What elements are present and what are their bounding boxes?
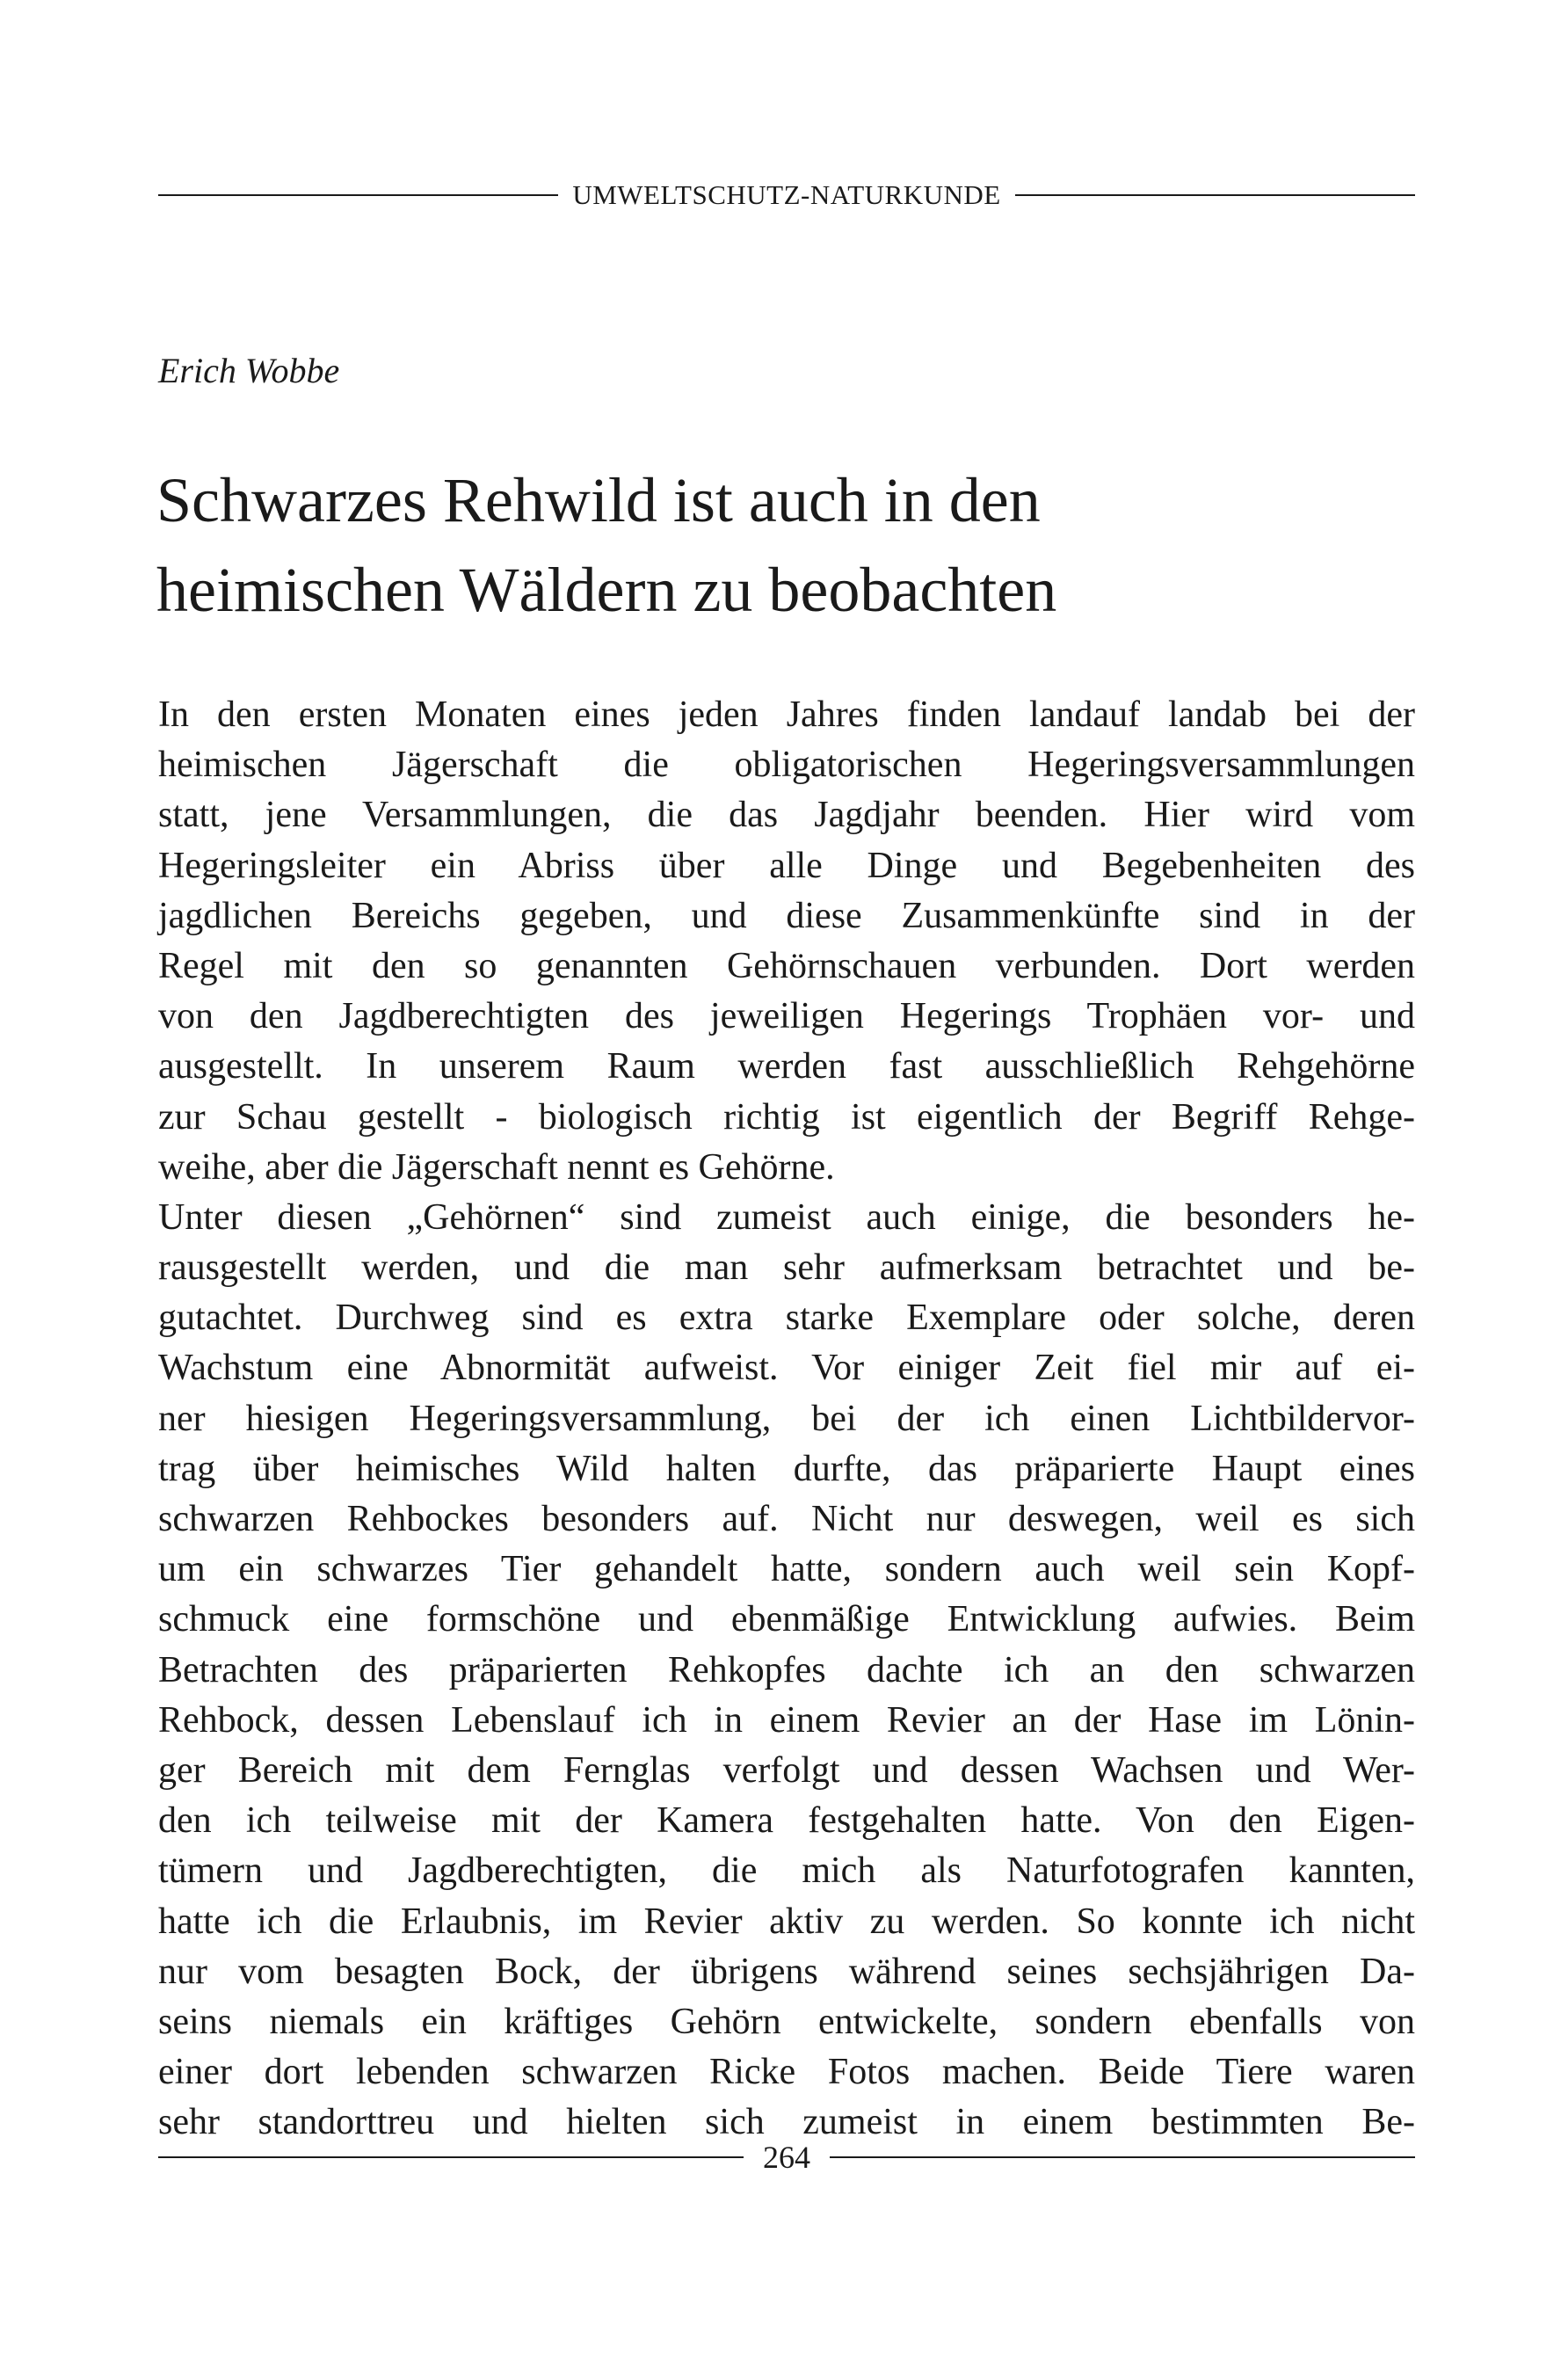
- body-line: weihe, aber die Jägerschaft nennt es Gehörne.: [158, 1146, 835, 1188]
- body-line: ausgestellt. In unserem Raum werden fast ausschließlich Rehgehörne: [158, 1046, 1415, 1087]
- body-line: heimischen Jägerschaft die obligatorischen Hegeringsversammlungen: [158, 745, 1415, 786]
- header-rule-right: [1015, 194, 1415, 196]
- header-rule-left: [158, 194, 558, 196]
- body-line: ger Bereich mit dem Fernglas verfolgt und dessen Wachsen und Wer-: [158, 1749, 1415, 1791]
- page-number: 264: [763, 2140, 810, 2175]
- body-line: Wachstum eine Abnormität aufweist. Vor einiger Zeit fiel mir auf ei-: [158, 1348, 1415, 1389]
- section-title: UMWELTSCHUTZ-NATURKUNDE: [572, 179, 1001, 210]
- article-title: [156, 455, 1413, 635]
- running-head: [158, 178, 1415, 213]
- body-line: statt, jene Versammlungen, die das Jagdjahr beenden. Hier wird vom: [158, 795, 1415, 836]
- body-line: um ein schwarzes Tier gehandelt hatte, sondern auch weil sein Kopf-: [158, 1549, 1415, 1590]
- body-line: Hegeringsleiter ein Abriss über alle Dinge und Begebenheiten des: [158, 845, 1415, 886]
- body-line: von den Jagdberechtigten des jeweiligen Hegerings Trophäen vor- und: [158, 996, 1415, 1037]
- body-line: Betrachten des präparierten Rehkopfes dachte ich an den schwarzen: [158, 1649, 1415, 1690]
- article-body: [158, 690, 1415, 2148]
- title-line: heimischen Wäldern zu beobachten: [156, 555, 1057, 625]
- footer-rule-right: [830, 2156, 1415, 2158]
- title-line: Schwarzes Rehwild ist auch in den: [156, 465, 1041, 535]
- page-footer: [158, 2138, 1415, 2177]
- body-line: hatte ich die Erlaubnis, im Revier aktiv zu werden. So konnte ich nicht: [158, 1901, 1415, 1942]
- body-line: schwarzen Rehbockes besonders auf. Nicht nur deswegen, weil es sich: [158, 1499, 1415, 1539]
- body-line: einer dort lebenden schwarzen Ricke Fotos machen. Beide Tiere waren: [158, 2052, 1415, 2093]
- footer-rule-left: [158, 2156, 744, 2158]
- body-line: jagdlichen Bereichs gegeben, und diese Zusammenkünfte sind in der: [158, 895, 1415, 936]
- body-line: Regel mit den so genannten Gehörnschauen verbunden. Dort werden: [158, 945, 1415, 986]
- body-line: rausgestellt werden, und die man sehr aufmerksam betrachtet und be-: [158, 1247, 1415, 1289]
- body-line: zur Schau gestellt - biologisch richtig ist eigentlich der Begriff Rehge-: [158, 1096, 1415, 1138]
- author-name: Erich Wobbe: [158, 351, 340, 390]
- body-line: den ich teilweise mit der Kamera festgehalten hatte. Von den Eigen-: [158, 1800, 1415, 1842]
- body-line: In den ersten Monaten eines jeden Jahres finden landauf landab bei der: [158, 694, 1415, 735]
- body-line: trag über heimisches Wild halten durfte, das präparierte Haupt eines: [158, 1448, 1415, 1489]
- body-line: tümern und Jagdberechtigten, die mich als Naturfotografen kannten,: [158, 1850, 1415, 1892]
- body-line: Unter diesen „Gehörnen“ sind zumeist auch einige, die besonders he-: [158, 1196, 1415, 1238]
- body-line: seins niemals ein kräftiges Gehörn entwickelte, sondern ebenfalls von: [158, 2001, 1415, 2042]
- body-line: Rehbock, dessen Lebenslauf ich in einem Revier an der Hase im Lönin-: [158, 1699, 1415, 1741]
- body-line: schmuck eine formschöne und ebenmäßige Entwicklung aufwies. Beim: [158, 1599, 1415, 1640]
- body-line: gutachtet. Durchweg sind es extra starke Exemplare oder solche, deren: [158, 1298, 1415, 1339]
- body-line: ner hiesigen Hegeringsversammlung, bei der ich einen Lichtbildervor-: [158, 1398, 1415, 1439]
- body-line: nur vom besagten Bock, der übrigens während seines sechsjährigen Da-: [158, 1951, 1415, 1992]
- body-line: sehr standorttreu und hielten sich zumeist in einem bestimmten Be-: [158, 2102, 1415, 2143]
